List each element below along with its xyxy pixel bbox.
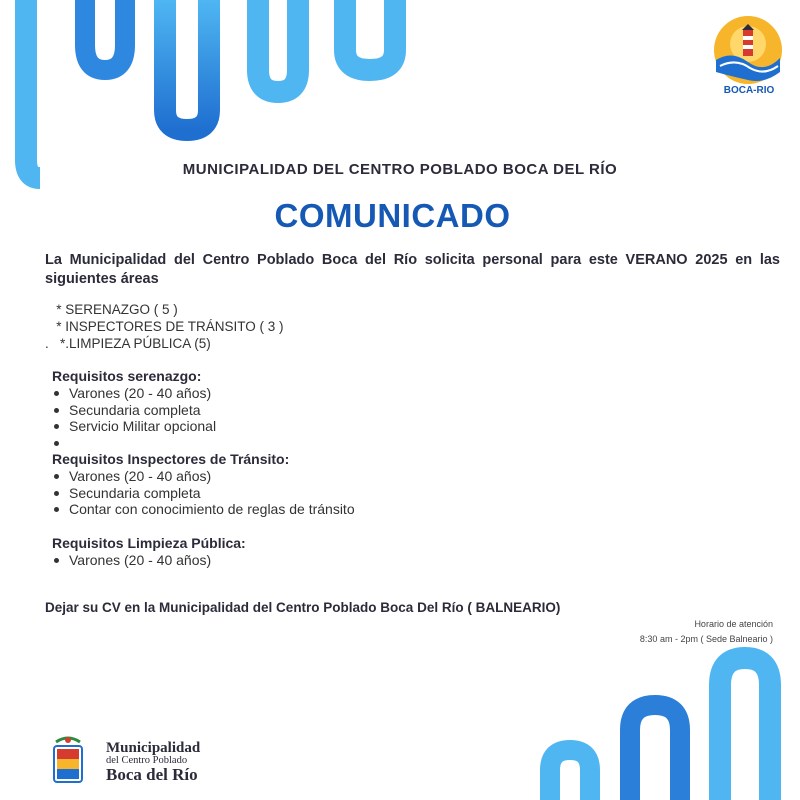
requirements-heading: Requisitos Inspectores de Tránsito: xyxy=(52,451,290,467)
municipality-heading: MUNICIPALIDAD DEL CENTRO POBLADO BOCA DEL RÍO xyxy=(182,161,618,178)
list-item: Varones (20 - 40 años) xyxy=(52,552,246,569)
municipality-crest-icon xyxy=(50,734,86,786)
list-item: Contar con conocimiento de reglas de tránsito xyxy=(52,501,355,518)
logo-line-1: Municipalidad xyxy=(106,740,201,756)
list-item: Servicio Militar opcional xyxy=(52,418,216,435)
requirements-limpieza xyxy=(52,535,246,569)
municipality-logo-text xyxy=(106,741,200,784)
logo-line-2: del Centro Poblado xyxy=(106,755,188,766)
list-item: Varones (20 - 40 años) xyxy=(52,385,216,402)
areas-list xyxy=(45,301,284,352)
intro-paragraph: La Municipalidad del Centro Poblado Boca del Río solicita personal para este VERANO 2025 en las siguientes áreas xyxy=(45,252,780,287)
requirements-heading: Requisitos serenazgo: xyxy=(52,368,202,384)
area-item: * SERENAZGO ( 5 ) xyxy=(45,302,178,317)
list-item xyxy=(52,435,216,452)
requirements-transito xyxy=(52,451,355,518)
list-item: Varones (20 - 40 años) xyxy=(52,468,355,485)
office-hours xyxy=(640,617,773,647)
hours-value: 8:30 am - 2pm ( Sede Balneario ) xyxy=(639,634,773,644)
cv-instruction: Dejar su CV en la Municipalidad del Centro Poblado Boca Del Río ( BALNEARIO) xyxy=(45,600,561,615)
list-item: Secundaria completa xyxy=(52,402,216,419)
requirements-heading: Requisitos Limpieza Pública: xyxy=(52,535,246,551)
requirements-serenazgo xyxy=(52,368,216,452)
bottom-right-wave-decoration xyxy=(520,640,800,800)
area-item: * INSPECTORES DE TRÁNSITO ( 3 ) xyxy=(45,319,284,334)
hours-label: Horario de atención xyxy=(694,619,773,629)
boca-rio-label: BOCA-RIO xyxy=(723,85,775,96)
list-item: Secundaria completa xyxy=(52,485,355,502)
page-title: COMUNICADO xyxy=(274,197,511,234)
logo-line-3: Boca del Río xyxy=(106,765,198,784)
area-item: . *.LIMPIEZA PÚBLICA (5) xyxy=(45,336,211,351)
boca-rio-logo-icon xyxy=(712,14,784,86)
